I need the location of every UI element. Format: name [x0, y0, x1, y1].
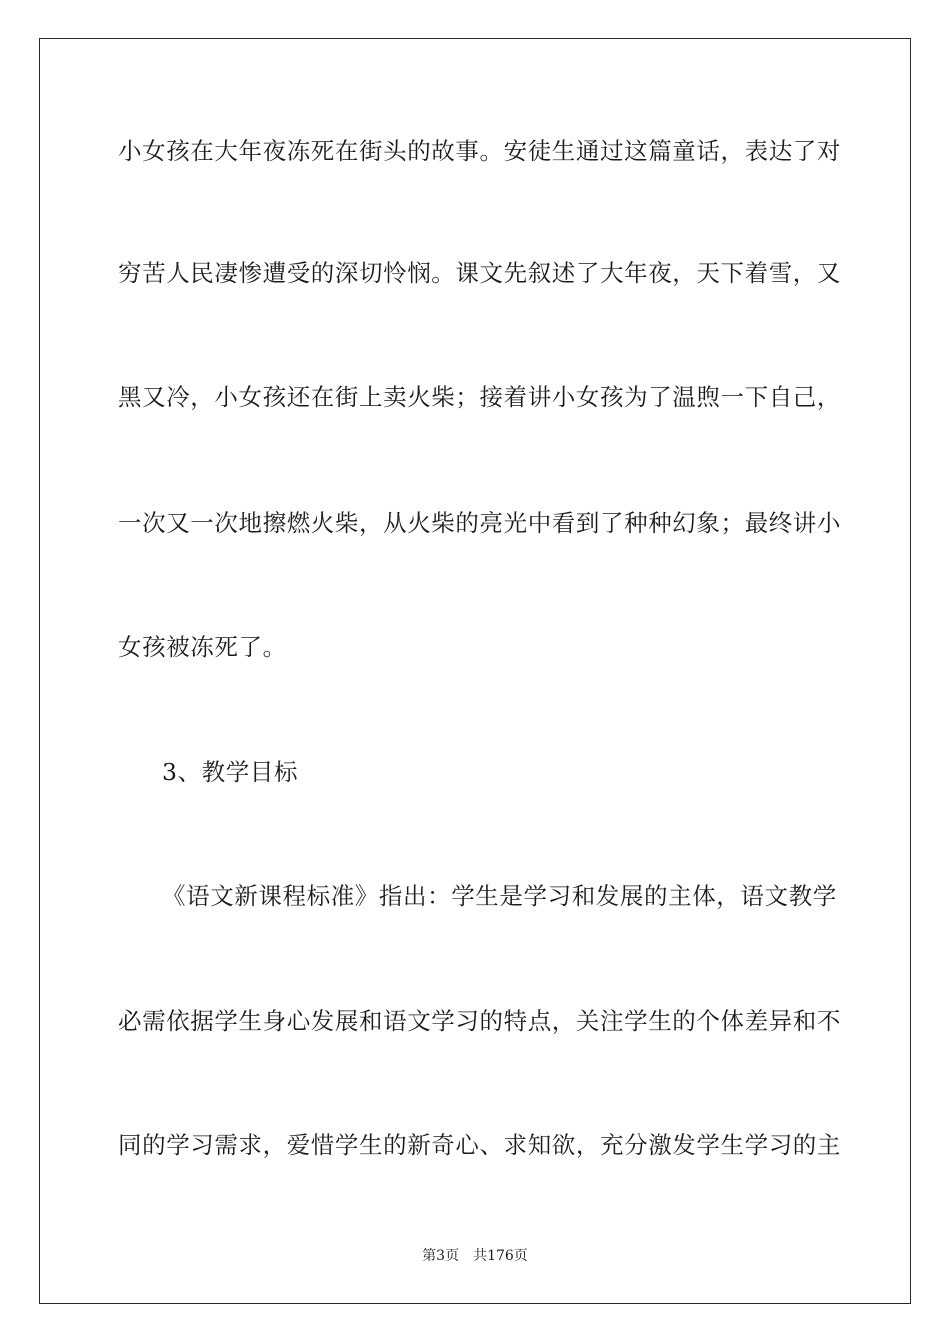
body-text-line: 必需依据学生身心发展和语文学习的特点，关注学生的个体差异和不 — [118, 1007, 841, 1035]
page-number-footer: 第3页 共176页 — [422, 1248, 528, 1264]
body-text-line: 黑又冷，小女孩还在街上卖火柴；接着讲小女孩为了温煦一下自己， — [118, 383, 841, 411]
body-text-line: 小女孩在大年夜冻死在街头的故事。安徒生通过这篇童话，表达了对 — [118, 137, 841, 165]
body-text-line: 《语文新课程标准》指出：学生是学习和发展的主体，语文教学 — [162, 882, 837, 910]
body-text-line: 一次又一次地擦燃火柴，从火柴的亮光中看到了种种幻象；最终讲小 — [118, 509, 841, 537]
body-text-line: 女孩被冻死了。 — [118, 633, 287, 661]
body-text-line: 同的学习需求，爱惜学生的新奇心、求知欲，充分激发学生学习的主 — [118, 1131, 841, 1159]
page-border — [39, 38, 911, 1304]
section-heading: 3、教学目标 — [162, 758, 299, 786]
body-text-line: 穷苦人民凄惨遭受的深切怜悯。课文先叙述了大年夜，天下着雪，又 — [118, 259, 841, 287]
